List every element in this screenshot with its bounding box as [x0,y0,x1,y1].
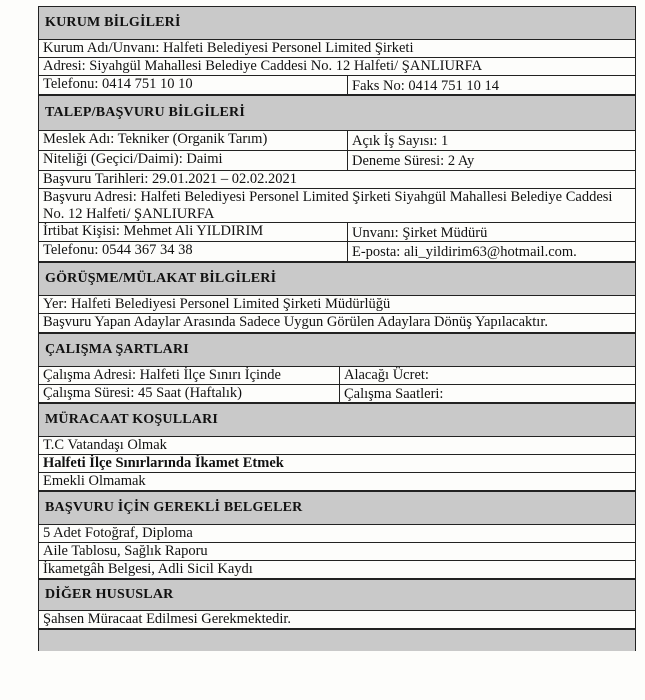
calisma-adres-row [39,367,635,385]
section-header-belgeler: BAŞVURU İÇİN GEREKLİ BELGELER [39,491,635,525]
gorusme-yer: Yer: Halfeti Belediyesi Personel Limited Şirketi Müdürlüğü [43,296,391,312]
talep-niteligi: Niteliği (Geçici/Daimi): Daimi [43,151,223,167]
talep-adres-row [39,189,635,223]
kurum-faks: Faks No: 0414 751 10 14 [347,76,635,94]
talep-telefon: Telefonu: 0544 367 34 38 [43,242,193,258]
calisma-sure: Çalışma Süresi: 45 Saat (Haftalık) [43,385,242,401]
belgeler-item-text: 5 Adet Fotoğraf, Diploma [43,525,193,541]
talep-meslek: Meslek Adı: Tekniker (Organik Tarım) [43,131,268,147]
talep-eposta: E-posta: ali_yildirim63@hotmail.com. [347,242,635,261]
talep-iletisim-row [39,242,635,262]
section-header-kurum: KURUM BİLGİLERİ [39,6,635,40]
muracaat-item [39,473,635,491]
belgeler-item-text: İkametgâh Belgesi, Adli Sicil Kaydı [43,561,253,577]
muracaat-item [39,455,635,473]
talep-acik-is: Açık İş Sayısı: 1 [347,131,635,150]
talep-irtibat-row [39,223,635,242]
belgeler-item [39,561,635,579]
kurum-adres-row [39,58,635,76]
section-header-diger: DİĞER HUSUSLAR [39,579,635,611]
kurum-telefon-row [39,76,635,95]
gorusme-donus: Başvuru Yapan Adaylar Arasında Sadece Uygun Görülen Adaylara Dönüş Yapılacaktır. [43,314,548,330]
talep-tarih: Başvuru Tarihleri: 29.01.2021 – 02.02.2021 [43,171,298,187]
muracaat-item-text: Emekli Olmamak [43,473,146,489]
gorusme-donus-row [39,314,635,333]
talep-nitelik-row [39,151,635,171]
kurum-adres: Adresi: Siyahgül Mahallesi Belediye Caddesi No. 12 Halfeti/ ŞANLIURFA [43,58,483,74]
section-header-gorusme: GÖRÜŞME/MÜLAKAT BİLGİLERİ [39,262,635,296]
calisma-adres: Çalışma Adresi: Halfeti İlçe Sınırı İçinde [43,367,281,383]
calisma-saatler: Çalışma Saatleri: [339,385,635,402]
talep-deneme: Deneme Süresi: 2 Ay [347,151,635,170]
diger-text: Şahsen Müracaat Edilmesi Gerekmektedir. [43,611,292,627]
section-header-calisma: ÇALIŞMA ŞARTLARI [39,333,635,367]
section-header-muracaat: MÜRACAAT KOŞULLARI [39,403,635,437]
belgeler-item [39,543,635,561]
gorusme-yer-row [39,296,635,314]
kurum-telefon: Telefonu: 0414 751 10 10 [43,76,193,92]
talep-meslek-row [39,131,635,151]
muracaat-item-text: Halfeti İlçe Sınırlarında İkamet Etmek [43,455,284,471]
talep-unvan: Unvanı: Şirket Müdürü [347,223,635,241]
calisma-sure-row [39,385,635,403]
belgeler-item-text: Aile Tablosu, Sağlık Raporu [43,543,208,559]
muracaat-item [39,437,635,455]
section-header-talep: TALEP/BAŞVURU BİLGİLERİ [39,95,635,131]
section-header-next-cutoff [39,629,635,651]
kurum-ad-row [39,40,635,58]
talep-adres: Başvuru Adresi: Halfeti Belediyesi Personel Limited Şirketi Siyahgül Mahallesi Belediye Caddesi No. 12 Halfeti/ ŞANLIURFA [43,189,613,222]
belgeler-item [39,525,635,543]
talep-irtibat: İrtibat Kişisi: Mehmet Ali YILDIRIM [43,223,264,239]
calisma-ucret: Alacağı Ücret: [339,367,635,384]
diger-row [39,611,635,629]
kurum-ad: Kurum Adı/Unvanı: Halfeti Belediyesi Personel Limited Şirketi [43,40,414,56]
talep-tarih-row [39,171,635,189]
job-posting-form [38,6,636,651]
muracaat-item-text: T.C Vatandaşı Olmak [43,437,167,453]
